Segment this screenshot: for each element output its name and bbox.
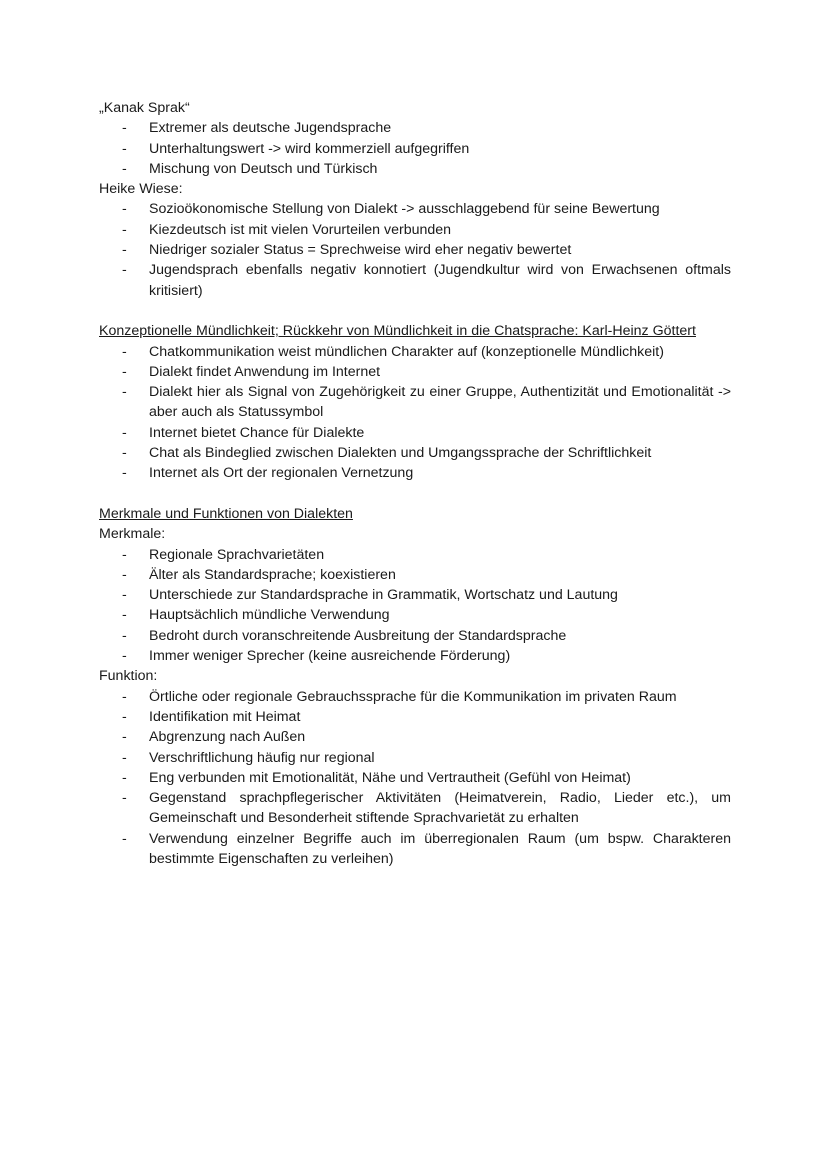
dash-bullet: - [122, 627, 127, 644]
dash-bullet: - [122, 160, 127, 177]
list-item: - Jugendsprach ebenfalls negativ konnotiert (Jugendkultur wird von Erwachsenen oftmals kritisiert) [122, 262, 731, 299]
list-item: - Niedriger sozialer Status = Sprechweise wird eher negativ bewertet [149, 240, 731, 260]
list-item: - Abgrenzung nach Außen [149, 727, 731, 747]
bullet-list [99, 118, 731, 179]
list-item: - Verschriftlichung häufig nur regional [149, 748, 731, 768]
dash-bullet: - [122, 566, 127, 583]
dash-bullet: - [122, 242, 127, 259]
group-label-funktion: Funktion: [99, 668, 158, 685]
dash-bullet: - [122, 363, 127, 380]
dash-bullet: - [122, 343, 127, 360]
list-item: - Identifikation mit Heimat [149, 707, 731, 727]
dash-bullet: - [122, 384, 127, 401]
dash-bullet: - [122, 546, 127, 563]
list-item: - Dialekt findet Anwendung im Internet [149, 362, 731, 382]
dash-bullet: - [122, 221, 127, 238]
dash-bullet: - [122, 424, 127, 441]
section-konzeptionelle-muendlichkeit [99, 321, 731, 483]
dash-bullet: - [122, 201, 127, 218]
list-item: - Hauptsächlich mündliche Verwendung [149, 605, 731, 625]
list-item: - Kiezdeutsch ist mit vielen Vorurteilen verbunden [149, 220, 731, 240]
list-item: - Extremer als deutsche Jugendsprache [149, 118, 731, 138]
list-item: - Internet bietet Chance für Dialekte [149, 423, 731, 443]
document-page [99, 98, 731, 869]
group-label-kanak-sprak: „Kanak Sprak“ [99, 100, 190, 116]
list-item: - Örtliche oder regionale Gebrauchssprache für die Kommunikation im privaten Raum [149, 687, 731, 707]
dash-bullet: - [122, 262, 127, 279]
dash-bullet: - [122, 445, 127, 462]
dash-bullet: - [122, 140, 127, 157]
section-heading: Konzeptionelle Mündlichkeit; Rückkehr von Mündlichkeit in die Chatsprache: Karl-Heinz Göttert [99, 323, 696, 340]
dash-bullet: - [122, 648, 127, 665]
list-item: - Sozioökonomische Stellung von Dialekt -> ausschlaggebend für seine Bewertung [149, 199, 731, 219]
section-kanak-sprak [99, 98, 731, 301]
list-item: - Chatkommunikation weist mündlichen Charakter auf (konzeptionelle Mündlichkeit) [149, 342, 731, 362]
section-merkmale-funktionen [99, 504, 731, 869]
dash-bullet: - [122, 769, 127, 786]
dash-bullet: - [122, 120, 127, 137]
list-item: - Bedroht durch voranschreitende Ausbreitung der Standardsprache [149, 626, 731, 646]
bullet-list [99, 342, 731, 484]
list-item: - Gegenstand sprachpflegerischer Aktivitäten (Heimatverein, Radio, Lieder etc.), um Gemeinschaft und Besonderheit stiftende Sprachvarietät zu erhalten [122, 790, 731, 827]
list-item: - Immer weniger Sprecher (keine ausreichende Förderung) [149, 646, 731, 666]
dash-bullet: - [122, 465, 127, 482]
list-item: - Unterschiede zur Standardsprache in Grammatik, Wortschatz und Lautung [149, 585, 731, 605]
dash-bullet: - [122, 587, 127, 604]
list-item: - Mischung von Deutsch und Türkisch [149, 159, 731, 179]
list-item: - Dialekt hier als Signal von Zugehörigkeit zu einer Gruppe, Authentizität und Emotionalität -> aber auch als Statussymbol [122, 384, 731, 421]
bullet-list [99, 199, 731, 300]
list-item: - Verwendung einzelner Begriffe auch im überregionalen Raum (um bspw. Charakteren bestimmte Eigenschaften zu verleihen) [122, 830, 731, 867]
group-label-heike-wiese: Heike Wiese: [99, 181, 183, 198]
dash-bullet: - [122, 830, 127, 847]
dash-bullet: - [122, 607, 127, 624]
bullet-list [99, 545, 731, 667]
dash-bullet: - [122, 688, 127, 705]
section-heading: Merkmale und Funktionen von Dialekten [99, 505, 353, 522]
dash-bullet: - [122, 708, 127, 725]
list-item: - Unterhaltungswert -> wird kommerziell aufgegriffen [149, 139, 731, 159]
list-item: - Internet als Ort der regionalen Vernetzung [149, 463, 731, 483]
dash-bullet: - [122, 749, 127, 766]
list-item: - Chat als Bindeglied zwischen Dialekten und Umgangssprache der Schriftlichkeit [149, 443, 731, 463]
list-item: - Älter als Standardsprache; koexistieren [149, 565, 731, 585]
group-label-merkmale: Merkmale: [99, 526, 166, 543]
list-item: - Regionale Sprachvarietäten [149, 545, 731, 565]
bullet-list [99, 687, 731, 870]
list-item: - Eng verbunden mit Emotionalität, Nähe und Vertrautheit (Gefühl von Heimat) [149, 768, 731, 788]
dash-bullet: - [122, 790, 127, 807]
dash-bullet: - [122, 729, 127, 746]
